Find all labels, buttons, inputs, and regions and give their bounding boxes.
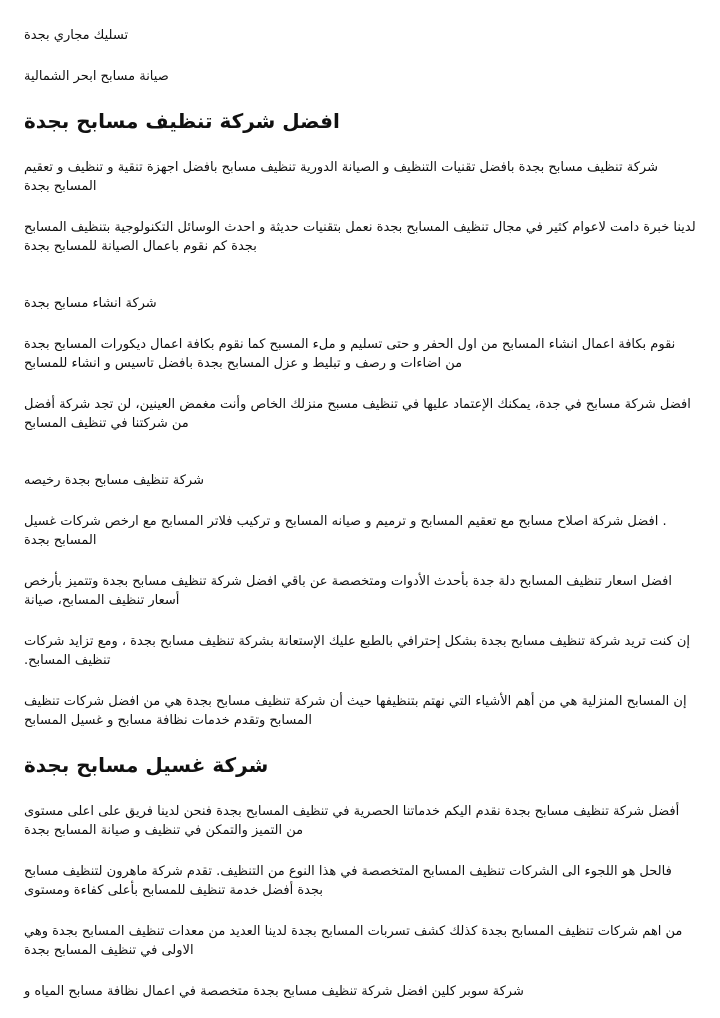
subheading-pool-construction: شركة انشاء مسابح بجدة — [24, 296, 157, 311]
paragraph-8: إن المسابح المنزلية هي من أهم الأشياء التي نهتم بتنظيفها حيث أن شركة تنظيف مسابح بجدة هي من افضل شركات تنظيف المسابح وتقدم خدمات نظافة مسابح و غسيل المسابح — [24, 694, 687, 728]
paragraph-12: شركة سوبر كلين افضل شركة تنظيف مسابح بجدة متخصصة في اعمال نظافة مسابح المياه و — [24, 984, 524, 999]
heading-pool-washing: شركة غسيل مسابح بجدة — [24, 753, 269, 777]
link-pool-maintenance[interactable]: صيانة مسابح ابحر الشمالية — [24, 69, 169, 84]
paragraph-11: من اهم شركات تنظيف المسابح بجدة كذلك كشف تسربات المسابح بجدة لدينا العديد من معدات تنظيف المسابح بجدة وهي الاولى في تنظيف المسابح بجدة — [24, 924, 683, 958]
paragraph-7: إن كنت تريد شركة تنظيف مسابح بجدة بشكل إحترافي بالطبع عليك الإستعانة بشركة تنظيف مسابح بجدة ، ومع تزايد شركات تنظيف المسابح. — [24, 634, 691, 668]
paragraph-4: افضل شركة مسابح في جدة، يمكنك الإعتماد عليها في تنظيف مسبح منزلك الخاص وأنت مغمض العينين، لن تجد شركة أفضل من شركتنا في تنظيف المسابح — [24, 397, 691, 431]
paragraph-2: لدينا خبرة دامت لاعوام كثير في مجال تنظيف المسابح بجدة نعمل بتقنيات حديثة و احدث الوسائل التكنولوجية بتنظيف المسابح بجدة كم نقوم باعمال الصيانة للمسابح بجدة — [24, 220, 696, 254]
paragraph-9: أفضل شركة تنظيف مسابح بجدة نقدم اليكم خدماتنا الحصرية في تنظيف المسابح بجدة فنحن لدينا فريق على اعلى مستوى من التميز والتمكن في تنظيف و صيانة المسابح بجدة — [24, 804, 680, 838]
paragraph-10: فالحل هو اللجوء الى الشركات تنظيف المسابح المتخصصة في هذا النوع من التنظيف. تقدم شركة ماهرون لتنظيف مسابح بجدة أفضل خدمة تنظيف للمسابح بأعلى كفاءة ومستوى — [24, 864, 672, 898]
paragraph-1: شركة تنظيف مسابح بجدة بافضل تقنيات التنظيف و الصيانة الدورية تنظيف مسابح بافضل اجهزة تنقية و تنظيف و تعقيم المسابح بجدة — [24, 160, 658, 194]
paragraph-3: نقوم بكافة اعمال انشاء المسابح من اول الحفر و حتى تسليم و ملء المسبح كما نقوم بكافة اعمال ديكورات المسابح بجدة من اضاءات و رصف و تبليط و عزل المسابح بجدة بافضل تاسيس و انشاء للمسابح — [24, 337, 676, 371]
paragraph-6: افضل اسعار تنظيف المسابح دلة جدة بأحدث الأدوات ومتخصصة عن باقي افضل شركة تنظيف مسابح بجدة وتتميز بأرخص أسعار تنظيف المسابح، صيانة — [24, 574, 672, 608]
link-pipe-cleaning[interactable]: تسليك مجاري بجدة — [24, 28, 129, 43]
heading-best-pool-cleaning: افضل شركة تنظيف مسابح بجدة — [24, 109, 340, 133]
paragraph-5: . افضل شركة اصلاح مسابح مع تعقيم المسابح و ترميم و صيانه المسابح و تركيب فلاتر المسابح مع ارخص شركات غسيل المسابح بجدة — [24, 514, 667, 548]
subheading-cheap-pool-cleaning: شركة تنظيف مسابح بجدة رخيصه — [24, 473, 204, 488]
